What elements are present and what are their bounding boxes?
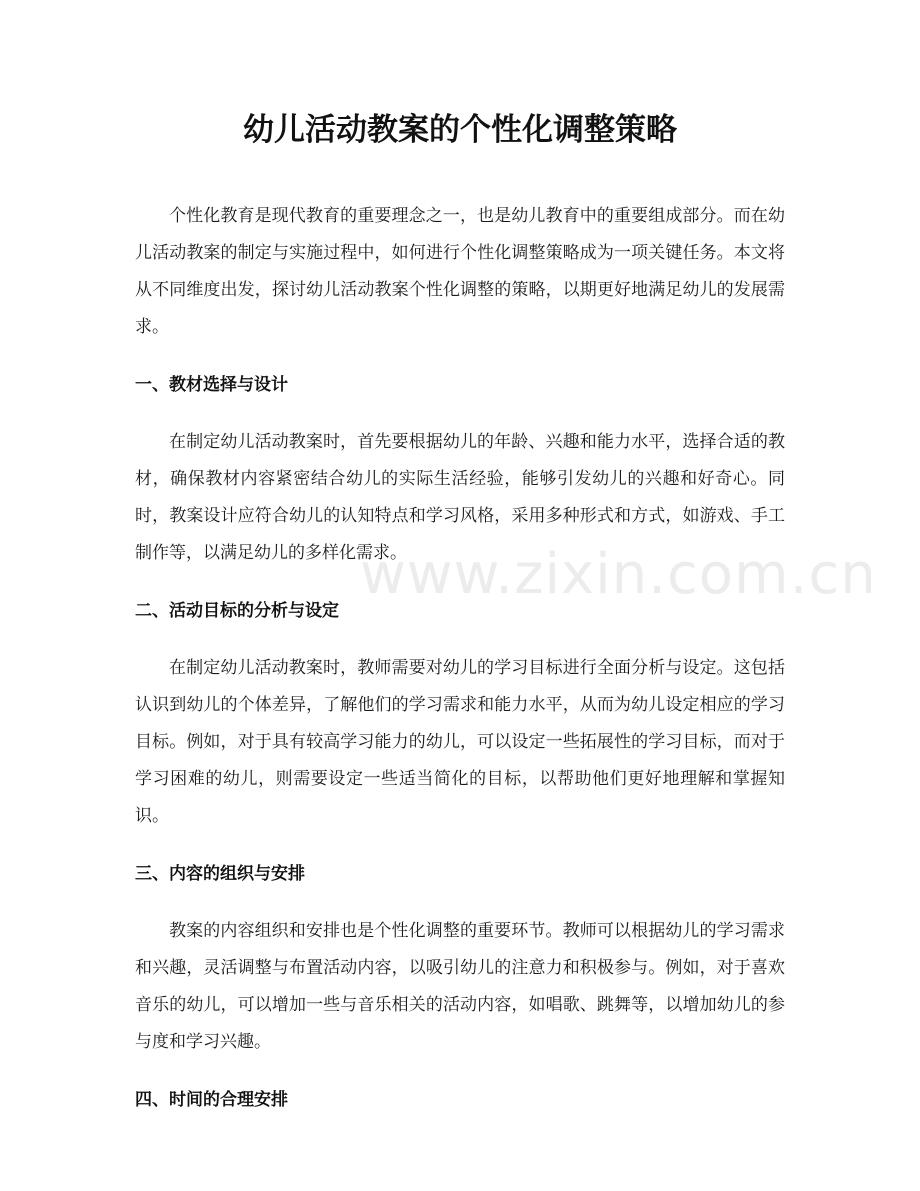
intro-paragraph: 个性化教育是现代教育的重要理念之一，也是幼儿教育中的重要组成部分。而在幼儿活动教案的制定与实施过程中，如何进行个性化调整策略成为一项关键任务。本文将从不同维度出发，探讨幼儿活动教案个性化调整的策略，以期更好地满足幼儿的发展需求。 bbox=[135, 206, 785, 337]
spacer bbox=[135, 623, 785, 650]
section-body-2: 在制定幼儿活动教案时，教师需要对幼儿的学习目标进行全面分析与设定。这包括认识到幼儿的个体差异，了解他们的学习需求和能力水平，从而为幼儿设定相应的学习目标。例如，对于具有较高学习能力的幼儿，可以设定一些拓展性的学习目标，而对于学习困难的幼儿，则需要设定一些适当简化的目标，以帮助他们更好地理解和掌握知识。 bbox=[135, 658, 785, 826]
spacer bbox=[135, 1061, 785, 1088]
spacer bbox=[135, 835, 785, 862]
document-content bbox=[135, 102, 785, 1112]
section-heading-4: 四、时间的合理安排 bbox=[135, 1090, 288, 1110]
section-heading-2: 二、活动目标的分析与设定 bbox=[135, 601, 339, 621]
section-heading-1: 一、教材选择与设计 bbox=[135, 375, 288, 395]
section-heading-3: 三、内容的组织与安排 bbox=[135, 864, 305, 884]
document-title: 幼儿活动教案的个性化调整策略 bbox=[243, 112, 677, 148]
watermark: www.zixin.com.cn bbox=[360, 542, 877, 607]
section-body-3: 教案的内容组织和安排也是个性化调整的重要环节。教师可以根据幼儿的学习需求和兴趣，灵活调整与布置活动内容，以吸引幼儿的注意力和积极参与。例如，对于喜欢音乐的幼儿，可以增加一些与音乐相关的活动内容，如唱歌、跳舞等，以增加幼儿的参与度和学习兴趣。 bbox=[135, 921, 785, 1052]
section-body-1: 在制定幼儿活动教案时，首先要根据幼儿的年龄、兴趣和能力水平，选择合适的教材，确保教材内容紧密结合幼儿的实际生活经验，能够引发幼儿的兴趣和好奇心。同时，教案设计应符合幼儿的认知特点和学习风格，采用多种形式和方式，如游戏、手工制作等，以满足幼儿的多样化需求。 bbox=[135, 432, 785, 563]
spacer bbox=[135, 572, 785, 599]
spacer bbox=[135, 886, 785, 913]
spacer bbox=[135, 397, 785, 424]
spacer bbox=[135, 346, 785, 373]
